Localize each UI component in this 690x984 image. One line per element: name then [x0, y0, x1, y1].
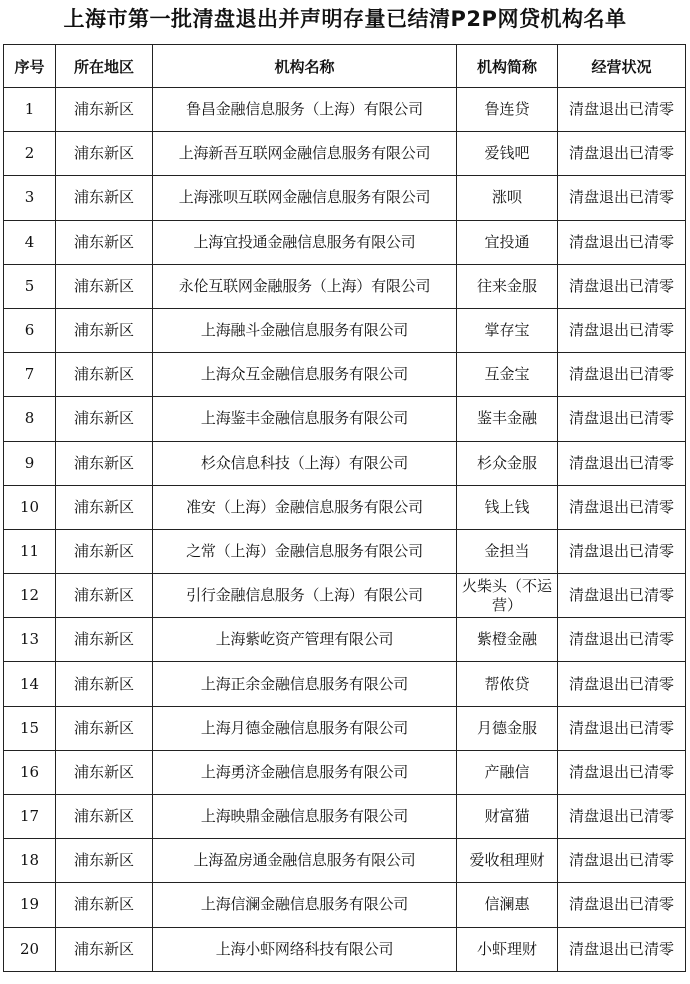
table-row [4, 618, 686, 662]
cell-operating-status: 清盘退出已清零 [558, 485, 686, 529]
header-serial-number: 序号 [4, 45, 56, 88]
cell-short-name: 爱钱吧 [457, 132, 558, 176]
cell-serial-number: 6 [4, 308, 56, 352]
cell-institution-name: 上海众互金融信息服务有限公司 [153, 353, 457, 397]
cell-serial-number: 8 [4, 397, 56, 441]
table-row [4, 706, 686, 750]
cell-short-name: 帮侬贷 [457, 662, 558, 706]
table-row [4, 574, 686, 618]
cell-serial-number: 17 [4, 795, 56, 839]
cell-short-name: 鲁连贷 [457, 88, 558, 132]
cell-short-name: 紫橙金融 [457, 618, 558, 662]
cell-serial-number: 20 [4, 927, 56, 971]
cell-institution-name: 上海宜投通金融信息服务有限公司 [153, 220, 457, 264]
cell-operating-status: 清盘退出已清零 [558, 750, 686, 794]
header-region: 所在地区 [56, 45, 153, 88]
cell-short-name: 金担当 [457, 529, 558, 573]
cell-serial-number: 19 [4, 883, 56, 927]
cell-region: 浦东新区 [56, 927, 153, 971]
cell-serial-number: 12 [4, 574, 56, 618]
cell-region: 浦东新区 [56, 176, 153, 220]
table-row [4, 132, 686, 176]
cell-short-name: 财富猫 [457, 795, 558, 839]
cell-institution-name: 上海月德金融信息服务有限公司 [153, 706, 457, 750]
table-row [4, 353, 686, 397]
cell-institution-name: 上海盈房通金融信息服务有限公司 [153, 839, 457, 883]
cell-operating-status: 清盘退出已清零 [558, 706, 686, 750]
cell-region: 浦东新区 [56, 618, 153, 662]
cell-institution-name: 上海融斗金融信息服务有限公司 [153, 308, 457, 352]
cell-operating-status: 清盘退出已清零 [558, 927, 686, 971]
cell-operating-status: 清盘退出已清零 [558, 574, 686, 618]
cell-institution-name: 上海小虾网络科技有限公司 [153, 927, 457, 971]
cell-operating-status: 清盘退出已清零 [558, 795, 686, 839]
cell-operating-status: 清盘退出已清零 [558, 662, 686, 706]
table-row [4, 88, 686, 132]
cell-operating-status: 清盘退出已清零 [558, 441, 686, 485]
cell-institution-name: 准安（上海）金融信息服务有限公司 [153, 485, 457, 529]
cell-region: 浦东新区 [56, 88, 153, 132]
cell-region: 浦东新区 [56, 839, 153, 883]
cell-region: 浦东新区 [56, 529, 153, 573]
cell-short-name: 月德金服 [457, 706, 558, 750]
cell-operating-status: 清盘退出已清零 [558, 397, 686, 441]
cell-operating-status: 清盘退出已清零 [558, 529, 686, 573]
header-short-name: 机构简称 [457, 45, 558, 88]
cell-region: 浦东新区 [56, 706, 153, 750]
cell-short-name: 往来金服 [457, 264, 558, 308]
cell-serial-number: 14 [4, 662, 56, 706]
table-row [4, 264, 686, 308]
table-body [4, 88, 686, 972]
cell-short-name: 互金宝 [457, 353, 558, 397]
cell-serial-number: 18 [4, 839, 56, 883]
table-row [4, 662, 686, 706]
cell-institution-name: 引行金融信息服务（上海）有限公司 [153, 574, 457, 618]
cell-institution-name: 上海鉴丰金融信息服务有限公司 [153, 397, 457, 441]
cell-short-name: 杉众金服 [457, 441, 558, 485]
cell-institution-name: 杉众信息科技（上海）有限公司 [153, 441, 457, 485]
table-row [4, 795, 686, 839]
cell-region: 浦东新区 [56, 397, 153, 441]
cell-serial-number: 13 [4, 618, 56, 662]
cell-operating-status: 清盘退出已清零 [558, 353, 686, 397]
cell-serial-number: 4 [4, 220, 56, 264]
cell-institution-name: 上海映鼎金融信息服务有限公司 [153, 795, 457, 839]
cell-operating-status: 清盘退出已清零 [558, 618, 686, 662]
cell-operating-status: 清盘退出已清零 [558, 839, 686, 883]
table-row [4, 750, 686, 794]
cell-region: 浦东新区 [56, 662, 153, 706]
cell-short-name: 产融信 [457, 750, 558, 794]
cell-region: 浦东新区 [56, 353, 153, 397]
page-title: 上海市第一批清盘退出并声明存量已结清P2P网贷机构名单 [63, 7, 627, 31]
table-row [4, 927, 686, 971]
cell-region: 浦东新区 [56, 485, 153, 529]
table-row [4, 176, 686, 220]
cell-short-name: 鉴丰金融 [457, 397, 558, 441]
cell-region: 浦东新区 [56, 883, 153, 927]
cell-region: 浦东新区 [56, 795, 153, 839]
table-row [4, 397, 686, 441]
cell-serial-number: 16 [4, 750, 56, 794]
cell-serial-number: 10 [4, 485, 56, 529]
table-row [4, 220, 686, 264]
cell-institution-name: 永伦互联网金融服务（上海）有限公司 [153, 264, 457, 308]
cell-region: 浦东新区 [56, 441, 153, 485]
cell-region: 浦东新区 [56, 220, 153, 264]
header-operating-status: 经营状况 [558, 45, 686, 88]
cell-serial-number: 7 [4, 353, 56, 397]
cell-serial-number: 9 [4, 441, 56, 485]
cell-serial-number: 2 [4, 132, 56, 176]
cell-serial-number: 3 [4, 176, 56, 220]
table-row [4, 883, 686, 927]
cell-operating-status: 清盘退出已清零 [558, 883, 686, 927]
cell-operating-status: 清盘退出已清零 [558, 308, 686, 352]
table-row [4, 839, 686, 883]
table-row [4, 485, 686, 529]
cell-short-name: 钱上钱 [457, 485, 558, 529]
cell-institution-name: 上海新吾互联网金融信息服务有限公司 [153, 132, 457, 176]
cell-short-name: 火柴头（不运营） [457, 574, 558, 618]
cell-short-name: 宜投通 [457, 220, 558, 264]
table-row [4, 529, 686, 573]
cell-short-name: 掌存宝 [457, 308, 558, 352]
cell-institution-name: 上海勇济金融信息服务有限公司 [153, 750, 457, 794]
cell-short-name: 涨呗 [457, 176, 558, 220]
cell-institution-name: 鲁昌金融信息服务（上海）有限公司 [153, 88, 457, 132]
header-institution-name: 机构名称 [153, 45, 457, 88]
cell-short-name: 小虾理财 [457, 927, 558, 971]
cell-region: 浦东新区 [56, 308, 153, 352]
cell-operating-status: 清盘退出已清零 [558, 264, 686, 308]
cell-serial-number: 5 [4, 264, 56, 308]
cell-institution-name: 上海涨呗互联网金融信息服务有限公司 [153, 176, 457, 220]
cell-institution-name: 之常（上海）金融信息服务有限公司 [153, 529, 457, 573]
cell-operating-status: 清盘退出已清零 [558, 176, 686, 220]
cell-short-name: 信澜惠 [457, 883, 558, 927]
cell-institution-name: 上海紫屹资产管理有限公司 [153, 618, 457, 662]
cell-region: 浦东新区 [56, 750, 153, 794]
cell-operating-status: 清盘退出已清零 [558, 88, 686, 132]
cell-region: 浦东新区 [56, 574, 153, 618]
cell-region: 浦东新区 [56, 264, 153, 308]
cell-operating-status: 清盘退出已清零 [558, 220, 686, 264]
cell-operating-status: 清盘退出已清零 [558, 132, 686, 176]
cell-institution-name: 上海信澜金融信息服务有限公司 [153, 883, 457, 927]
institution-table [3, 44, 686, 972]
cell-short-name: 爱收租理财 [457, 839, 558, 883]
table-row [4, 441, 686, 485]
cell-serial-number: 11 [4, 529, 56, 573]
cell-institution-name: 上海正余金融信息服务有限公司 [153, 662, 457, 706]
cell-serial-number: 15 [4, 706, 56, 750]
table-row [4, 308, 686, 352]
cell-serial-number: 1 [4, 88, 56, 132]
cell-region: 浦东新区 [56, 132, 153, 176]
table-header-row [4, 45, 686, 88]
